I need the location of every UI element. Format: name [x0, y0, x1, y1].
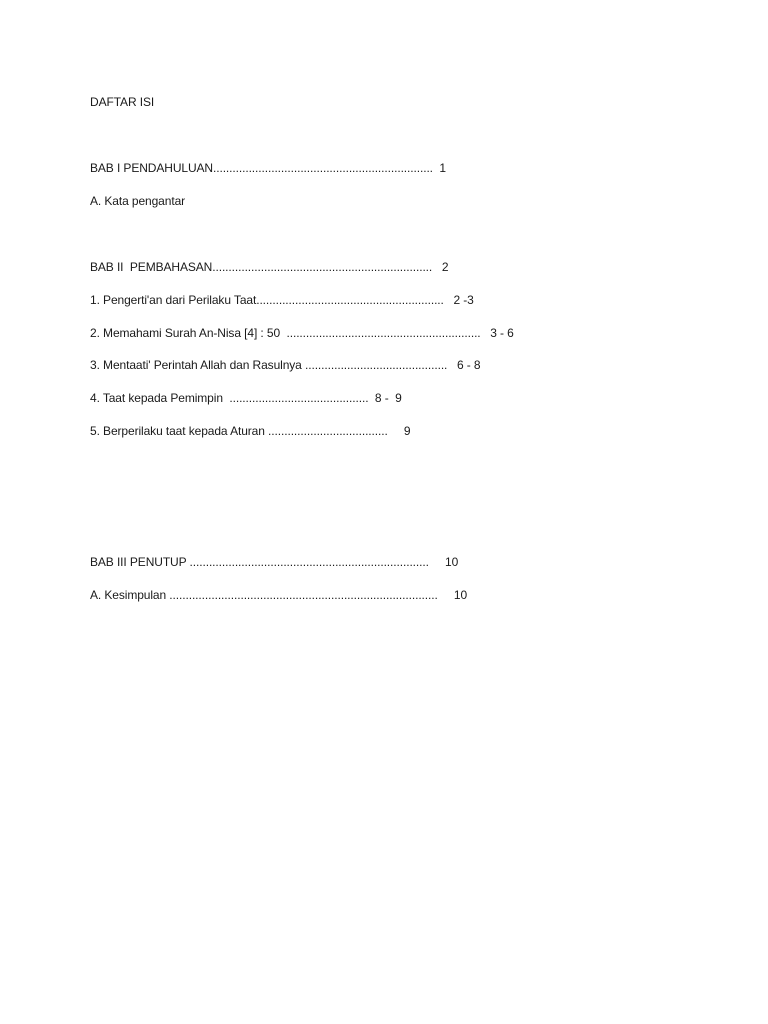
toc-entry-2: 2. Memahami Surah An-Nisa [4] : 50 ............................................................ 3 - 6 [90, 326, 514, 340]
toc-entry-kesimpulan: A. Kesimpulan ................................................................................... 10 [90, 588, 468, 602]
toc-entry-bab-3: BAB III PENUTUP .......................................................................... 10 [90, 555, 459, 569]
toc-entry-1: 1. Pengerti'an dari Perilaku Taat.......................................................... 2 -3 [90, 293, 474, 307]
toc-entry-3: 3. Mentaati' Perintah Allah dan Rasulnya ............................................ 6 - 8 [90, 358, 481, 372]
page-title: DAFTAR ISI [90, 95, 155, 109]
toc-entry-5: 5. Berperilaku taat kepada Aturan ..................................... 9 [90, 424, 411, 438]
toc-entry-4: 4. Taat kepada Pemimpin ........................................... 8 - 9 [90, 391, 402, 405]
toc-entry-bab-2: BAB II PEMBAHASAN.................................................................... 2 [90, 260, 449, 274]
toc-entry-kata-pengantar: A. Kata pengantar [90, 194, 186, 208]
toc-entry-bab-1: BAB I PENDAHULUAN.................................................................... 1 [90, 161, 446, 175]
